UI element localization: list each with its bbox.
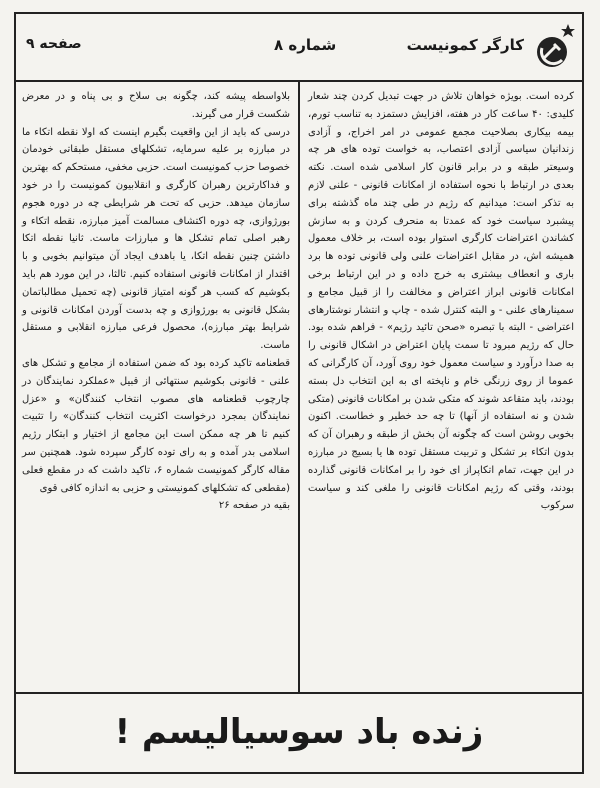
right-column-text: کرده است. بویژه خواهان تلاش در جهت تبدیل کردن چند شعار کلیدی: ۴۰ ساعت کار در هفته، افزایش دستمزد به تناسب تورم، بیمه بیکاری بصلاحیت مجمع عمومی در امر اخراج، و آزادی زندانیان سیاسی آزادی اعتصاب، به خواست توده های هر چه وسیعتر طبقه و در برابر قانون کار اسلامی شده است. نکته بعدی در ارتباط با نحوه استفاده از امکانات قانونی - علنی لازم به تذکر است: میدانیم که رژیم در طی چند ماه گذشته برای پیشبرد سیاست خود که عمدتا به منحرف کردن و به سازش کشاندن اعتراضات کارگری استوار بوده است، بر خلاف معمول همیشه اش، در مقابل اعتراضات علنی ولی قانونی توده ها برد باری و انعطاف بیشتری به خرج داده و در این ارتباط برخی امکانات قانونی ابراز اعتراض و مخالفت را از قبیل مجامع و سمینارهای علنی - و البته کنترل شده - چاپ و انتشار نوشتارهای اعتراضی - البته با تبصره «صحن تائید رژیم» - فراهم شده بود. حال که رژیم مبرود تا سمت پایان اعتراض در اشکال قانونی را به صدا درآورد و سیاست معمول خود روی آورد، آن کارگرانی که عموما از روی زرنگی خام و ناپخته ای به این انتخاب دل بسته بودند، باید متقاعد شوند که متکی شدن بر امکانات قانونی (متکی شدن و نه استفاده از آنها) تا چه حد خطیر و خطاست. اکنون بخوبی روشن است که چگونه آن بخش از طبقه و رهبران آن که بدون اتکاء بر تشکل و تربیت مستقل توده ها یا بسیج در مبارزه در این جهت، تمام اتکاپراز ای خود را بر امکانات قانونی گذارده بودند، وقتی که رژیم امکانات قانونی را ملغی کند و سیاست سرکوب — [308, 91, 574, 512]
page-number: صفحه ۹ — [26, 36, 82, 52]
slogan: زنده باد سوسیالیسم ! — [114, 712, 484, 752]
article-body — [16, 80, 582, 692]
column-divider — [298, 80, 300, 692]
left-paragraph-1: بلاواسطه پیشه کند، چگونه بی سلاح و بی پناه و در معرض شکست قرار می گیرند. — [22, 91, 290, 120]
continued-note: بقیه در صفحه ۲۶ — [218, 500, 290, 512]
left-column — [22, 88, 290, 515]
issue-number: شماره ۸ — [274, 36, 337, 54]
left-paragraph-2: درسی که باید از این واقعیت بگیرم اینست که اولا نقطه اتکاء ما در مبارزه بر علیه سرمایه، تشکلهای مستقل طبقاتی خودمان خصوصا حزب کمونیست است. حزبی مخفی، مستحکم که بهترین و فداکارترین رهبران کارگری و انقلابیون کمونیست را در خود سازمان میدهد. حزبی که تحت هر شرایطی چه در دوره هجوم بورژوازی، چه دوره اکتشاف مسالمت آمیز مبارزه، نقطه اتکاء و رهبر اصلی تمام تشکل ها و مبارزات ماست. ثانیا نقطه اتکا داشتن چنین نقطه اتکا، یا باهدف ایجاد آن میتوانیم بخوبی و با اقتدار از امکانات قانونی استفاده کنیم. ثالثا، در این مورد هم باید بکوشیم که کسب هر گونه امتیاز قانونی (چه تحمیل مطالباتمان بشکل قانونی به بورژوازی و چه بدست آوردن امکانات قانونی و شرایط بهتر مبارزه)، محصول فرعی مبارزه انقلابی و مستقل ماست. — [22, 126, 290, 352]
masthead — [16, 14, 582, 82]
newspaper-page — [14, 12, 584, 774]
hammer-sickle-star-icon — [532, 22, 576, 72]
right-column — [308, 88, 574, 515]
left-paragraph-3: قطعنامه تاکید کرده بود که ضمن استفاده از مجامع و تشکل های علنی - قانونی بکوشیم سنتهائی از قبیل «عملکرد نمایندگان در چارچوب قطعنامه های مصوب انتخاب کنندگان» و «عزل نمایندگان بمجرد درخواست اکثریت انتخاب کنندگان» را تثبیت کنیم تا هر چه ممکن است این مجامع از اختیار و ابتکار رژیم اسلامی بدر آمده و به رای توده کارگر سپرده شود. همچنین سر مقاله کارگر کمونیست شماره ۶، تاکید داشت که در مقطع فعلی (مقطعی که تشکلهای کمونیستی و حزبی به اندازه کافی قوی — [22, 357, 290, 494]
publication-title: کارگر کمونیست — [406, 36, 524, 54]
footer-banner — [16, 692, 582, 774]
